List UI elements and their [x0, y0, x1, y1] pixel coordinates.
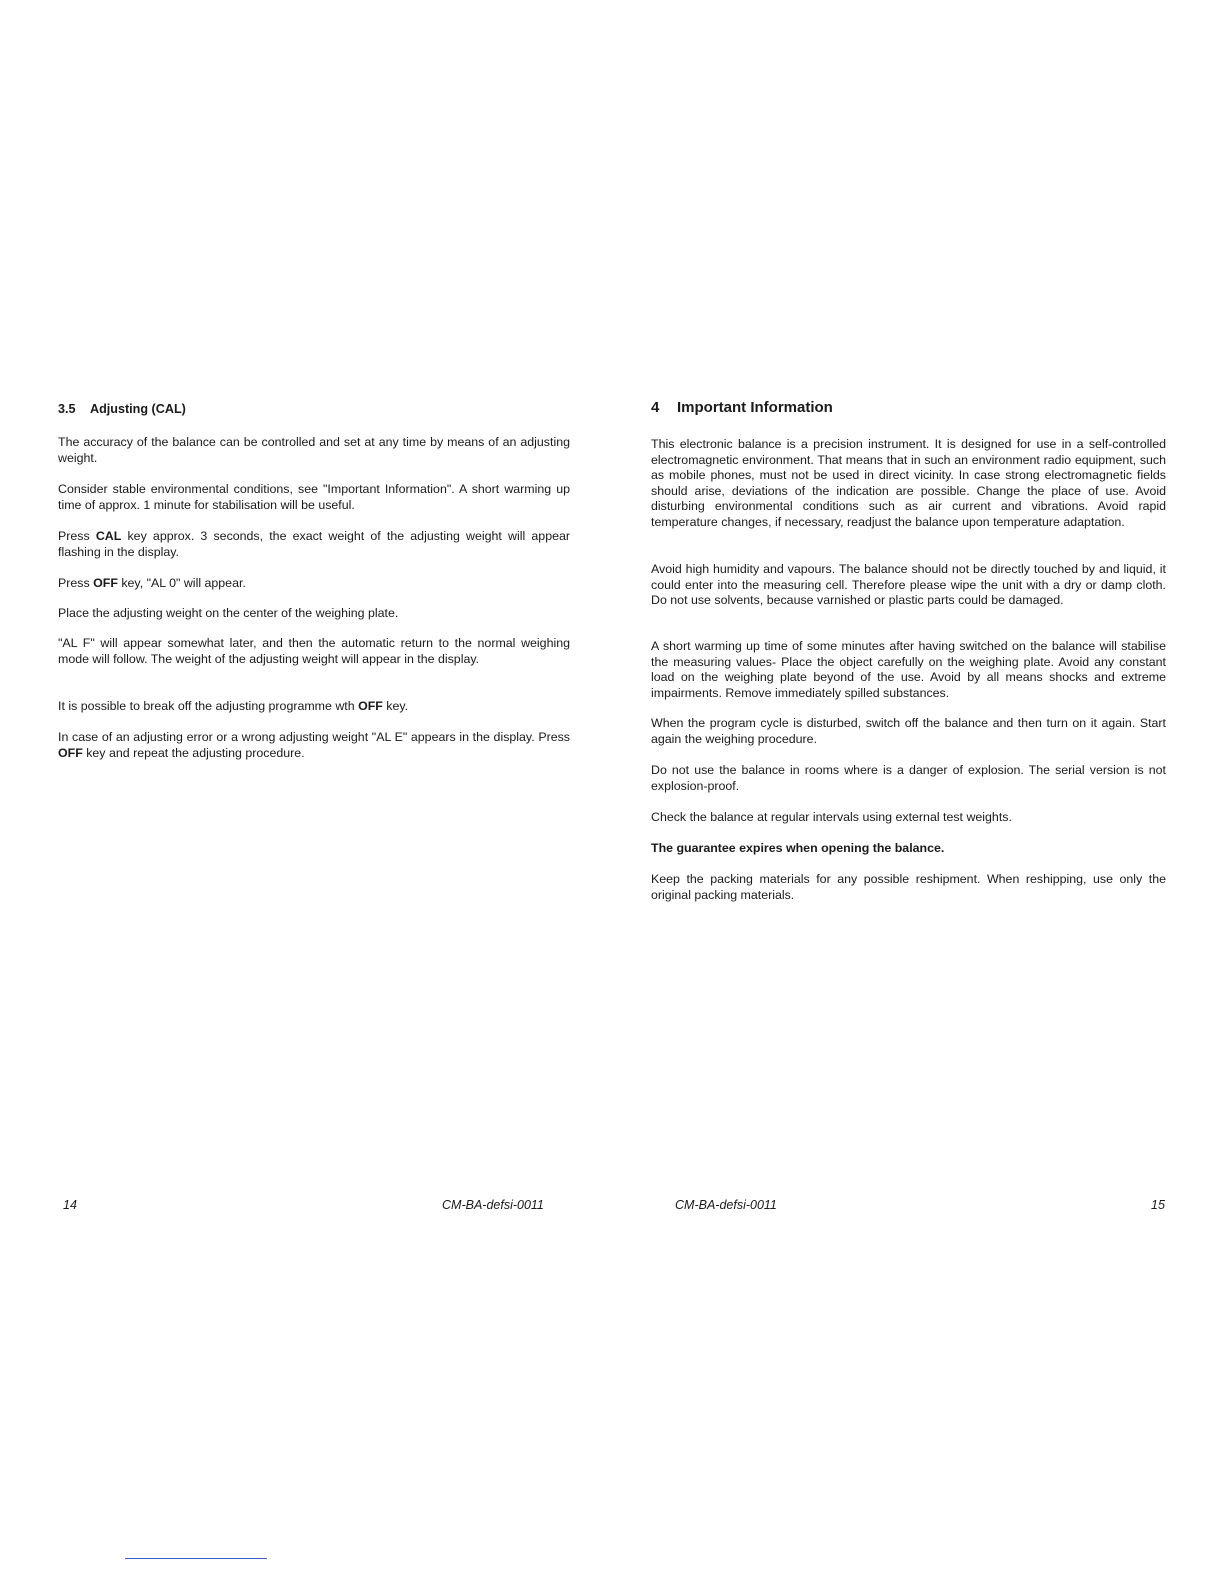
text: Press: [58, 529, 96, 543]
section-title: Adjusting (CAL): [90, 402, 186, 416]
text: key approx. 3 seconds, the exact weight of the adjusting weight will appear flashing in the display.: [58, 529, 570, 559]
paragraph: Do not use the balance in rooms where is a danger of explosion. The serial version is not explosion-proof.: [651, 763, 1166, 793]
footnote-divider: [125, 1558, 267, 1559]
text: key.: [382, 699, 409, 713]
paragraph: Keep the packing materials for any possible reshipment. When reshipping, use only the original packing materials.: [651, 872, 1166, 902]
text: key and repeat the adjusting procedure.: [82, 745, 305, 760]
doc-code-left: CM-BA-defsi-0011: [442, 1198, 544, 1212]
page-number-right: 15: [1151, 1198, 1165, 1212]
section-number: 3.5: [58, 402, 76, 416]
paragraph: Avoid high humidity and vapours. The balance should not be directly touched by and liquid, it could enter into the measuring cell. Therefore please wipe the unit with a dry or damp cloth. Do not use solvents, because varnished or plastic parts could be damaged.: [651, 562, 1166, 608]
text: key, "AL 0" will appear.: [117, 576, 246, 590]
section-title: Important Information: [677, 399, 833, 416]
text: Press: [58, 576, 94, 590]
paragraph: [58, 529, 570, 560]
paragraph: [58, 576, 570, 592]
paragraph: The accuracy of the balance can be controlled and set at any time by means of an adjusting weight.: [58, 435, 570, 465]
paragraph: Check the balance at regular intervals using external test weights.: [651, 810, 1012, 824]
text: It is possible to break off the adjusting programme wth: [58, 699, 359, 713]
paragraph: When the program cycle is disturbed, switch off the balance and then turn on it again. Start again the weighing procedure.: [651, 716, 1166, 746]
paragraph: This electronic balance is a precision instrument. It is designed for use in a self-controlled electromagnetic environment. That means that in such an environment radio equipment, such as mobile phones, must not be used in direct vicinity. In case strong electromagnetic fields should arise, deviations of the indication are possible. Change the place of use. Avoid disturbing environmental conditions such as air current and vibrations. Avoid rapid temperature changes, if necessary, readjust the balance upon temperature adaptation.: [651, 437, 1166, 529]
section-heading-3-5: [58, 402, 186, 416]
key-label: OFF: [358, 699, 383, 713]
paragraph: "AL F" will appear somewhat later, and then the automatic return to the normal weighing mode will follow. The weight of the adjusting weight will appear in the display.: [58, 636, 570, 666]
section-heading-4: [651, 399, 833, 416]
paragraph: [58, 699, 570, 715]
doc-code-right: CM-BA-defsi-0011: [675, 1198, 777, 1212]
text: In case of an adjusting error or a wrong adjusting weight "AL E" appears in the display. Press: [58, 730, 570, 744]
key-label: OFF: [93, 576, 118, 590]
key-label: OFF: [58, 745, 83, 760]
paragraph: Consider stable environmental conditions, see "Important Information". A short warming up time of approx. 1 minute for stabilisation will be useful.: [58, 482, 570, 512]
guarantee-notice: The guarantee expires when opening the balance.: [651, 841, 945, 855]
key-label: CAL: [95, 529, 122, 543]
page-number-left: 14: [63, 1198, 77, 1212]
paragraph: Place the adjusting weight on the center of the weighing plate.: [58, 606, 399, 620]
section-number: 4: [651, 399, 660, 416]
paragraph: [58, 730, 570, 761]
paragraph: A short warming up time of some minutes after having switched on the balance will stabilise the measuring values- Place the object carefully on the weighing plate. Avoid any constant load on the weighing plate beyond of the use. Avoid by all means shocks and extreme impairments. Remove immediately spilled substances.: [651, 639, 1166, 700]
